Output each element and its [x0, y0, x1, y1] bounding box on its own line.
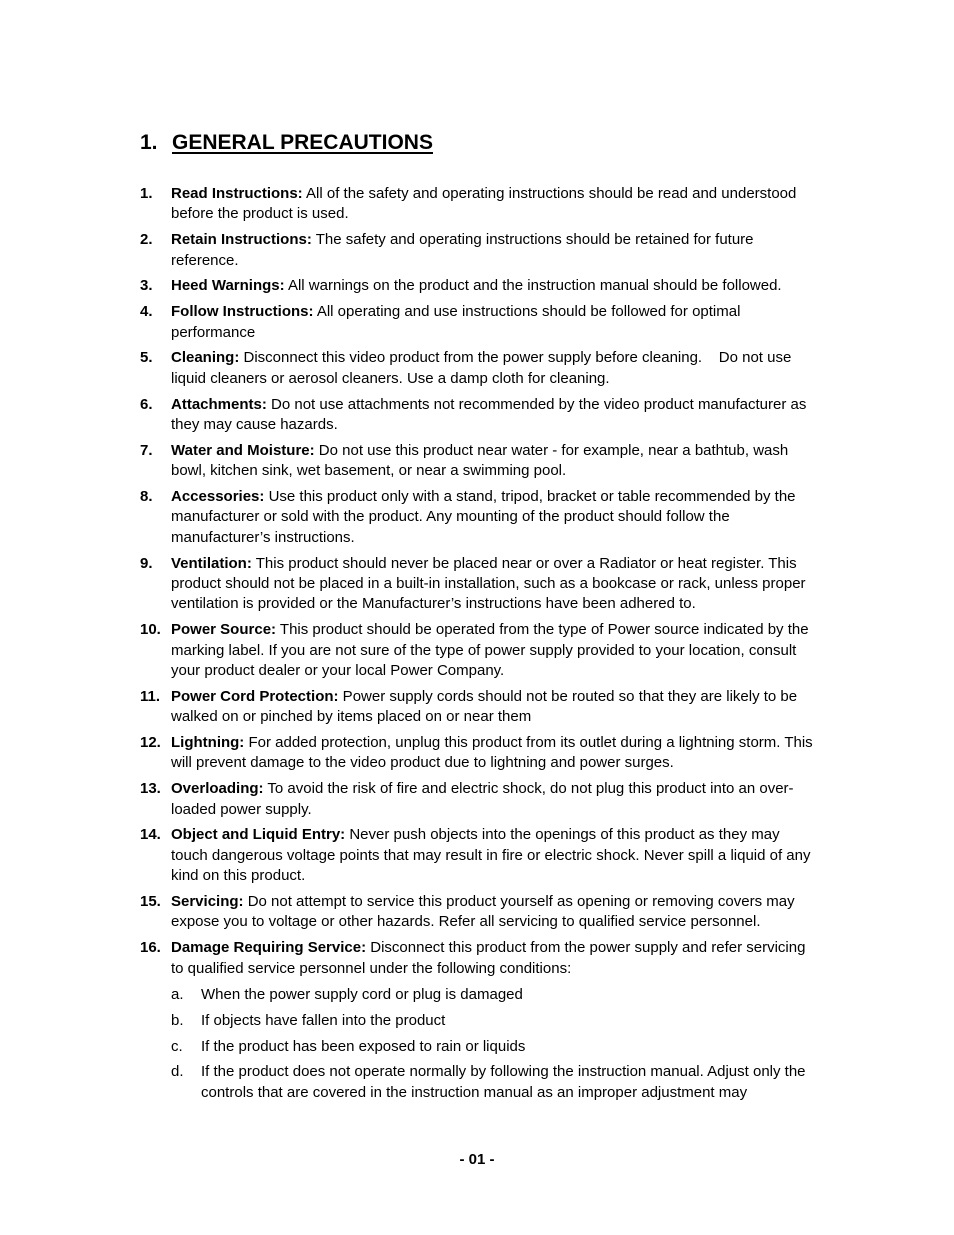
- item-number: 15.: [140, 893, 161, 911]
- item-number: 11.: [140, 687, 161, 705]
- item-number: 16.: [140, 939, 161, 957]
- item-text: Do not attempt to service this product yourself as opening or removing covers may expose you to voltage or other hazards. Refer all servicing to qualified service personnel.: [171, 893, 795, 931]
- item-term: Heed Warnings:: [171, 277, 285, 295]
- item-number: 7.: [140, 441, 153, 459]
- item-text: The safety and operating instructions should be retained for future reference.: [171, 231, 754, 269]
- condition-text: If objects have fallen into the product: [201, 1011, 446, 1029]
- item-term: Servicing:: [171, 893, 244, 911]
- condition-item: [171, 985, 820, 1005]
- item-text: To avoid the risk of fire and electric shock, do not plug this product into an over-loaded power supply.: [171, 780, 794, 818]
- precaution-item: [140, 487, 820, 548]
- item-text: For added protection, unplug this product from its outlet during a lightning storm. This will prevent damage to the video product due to lightning and power surges.: [171, 734, 813, 772]
- item-number: 3.: [140, 277, 153, 295]
- item-term: Overloading:: [171, 780, 264, 798]
- precaution-item: [140, 687, 820, 728]
- item-text: Disconnect this video product from the power supply before cleaning. Do not use liquid cleaners or aerosol cleaners. Use a damp cloth for cleaning.: [171, 349, 796, 387]
- item-number: 9.: [140, 554, 153, 572]
- item-text: Never push objects into the openings of this product as they may touch dangerous voltage points that may result in fire or electric shock. Never spill a liquid of any kind on this product.: [171, 826, 811, 885]
- precaution-item: [140, 779, 820, 820]
- item-term: Lightning:: [171, 734, 245, 752]
- precaution-item: [140, 825, 820, 886]
- item-term: Accessories:: [171, 488, 265, 506]
- item-number: 4.: [140, 303, 153, 321]
- precaution-item: [140, 554, 820, 615]
- item-number: 2.: [140, 231, 153, 249]
- item-term: Retain Instructions:: [171, 231, 312, 249]
- item-text: This product should be operated from the type of Power source indicated by the marking label. If you are not sure of the type of power supply provided to your location, consult your product dealer or your local Power Company.: [171, 621, 809, 680]
- section-title-text: GENERAL PRECAUTIONS: [172, 131, 433, 154]
- item-text: This product should never be placed near or over a Radiator or heat register. This product should not be placed in a built-in installation, such as a bookcase or rack, unless proper ventilation is provided or the Manufacturer’s instructions have been adhered to.: [171, 554, 806, 613]
- item-term: Follow Instructions:: [171, 303, 314, 321]
- item-term: Power Source:: [171, 621, 277, 639]
- precaution-item: [140, 348, 820, 389]
- condition-text: If the product does not operate normally by following the instruction manual. Adjust only the controls that are covered in the instruction manual as an improper adjustment may: [201, 1063, 806, 1101]
- condition-item: [171, 1062, 820, 1103]
- precaution-item: [140, 892, 820, 933]
- item-number: 5.: [140, 349, 153, 367]
- item-text: Use this product only with a stand, tripod, bracket or table recommended by the manufacturer or sold with the product. Any mounting of the product should follow the manufacturer’s instructions.: [171, 488, 796, 546]
- precaution-item: [140, 441, 820, 482]
- precaution-item: [140, 184, 820, 225]
- precaution-item: [140, 395, 820, 436]
- item-text: Do not use this product near water - for example, near a bathtub, wash bowl, kitchen sink, wet basement, or near a swimming pool.: [171, 441, 789, 480]
- precaution-item: [140, 938, 820, 1103]
- item-number: 14.: [140, 826, 161, 844]
- precaution-item: [140, 230, 820, 271]
- item-term: Read Instructions:: [171, 185, 303, 202]
- item-number: 1.: [140, 185, 153, 202]
- condition-letter: d.: [171, 1063, 184, 1081]
- item-term: Attachments:: [171, 395, 267, 413]
- item-term: Water and Moisture:: [171, 441, 315, 459]
- condition-text: When the power supply cord or plug is damaged: [201, 986, 523, 1004]
- item-text: Power supply cords should not be routed so that they are likely to be walked on or pinched by items placed on or near them: [171, 687, 798, 726]
- item-text: All operating and use instructions should be followed for optimal performance: [171, 303, 741, 341]
- item-text: Do not use attachments not recommended by the video product manufacturer as they may cause hazards.: [171, 395, 807, 434]
- item-term: Cleaning:: [171, 349, 240, 367]
- item-number: 12.: [140, 734, 161, 752]
- condition-letter: a.: [171, 986, 184, 1004]
- condition-letter: b.: [171, 1011, 184, 1029]
- item-text: All warnings on the product and the instruction manual should be followed.: [284, 277, 782, 295]
- item-term: Damage Requiring Service:: [171, 939, 367, 957]
- precaution-item: [140, 620, 820, 681]
- condition-item: [171, 1037, 820, 1057]
- item-number: 13.: [140, 780, 161, 798]
- section-title: [140, 129, 433, 157]
- condition-letter: c.: [171, 1037, 183, 1055]
- page-number: - 01 -: [459, 1151, 495, 1168]
- precautions-list: [140, 184, 820, 1109]
- service-conditions-list: [171, 985, 820, 1103]
- item-number: 8.: [140, 488, 153, 506]
- item-text: All of the safety and operating instructions should be read and understood before the product is used.: [171, 185, 797, 223]
- item-term: Ventilation:: [171, 554, 252, 572]
- item-text: Disconnect this product from the power supply and refer servicing to qualified service personnel under the following conditions:: [171, 939, 806, 977]
- item-term: Object and Liquid Entry:: [171, 826, 346, 844]
- item-number: 10.: [140, 621, 161, 639]
- item-number: 6.: [140, 395, 153, 413]
- condition-text: If the product has been exposed to rain or liquids: [201, 1037, 526, 1055]
- precaution-item: [140, 276, 820, 296]
- item-term: Power Cord Protection:: [171, 687, 339, 705]
- condition-item: [171, 1011, 820, 1031]
- section-number: 1.: [140, 131, 158, 154]
- precaution-item: [140, 302, 820, 343]
- precaution-item: [140, 733, 820, 774]
